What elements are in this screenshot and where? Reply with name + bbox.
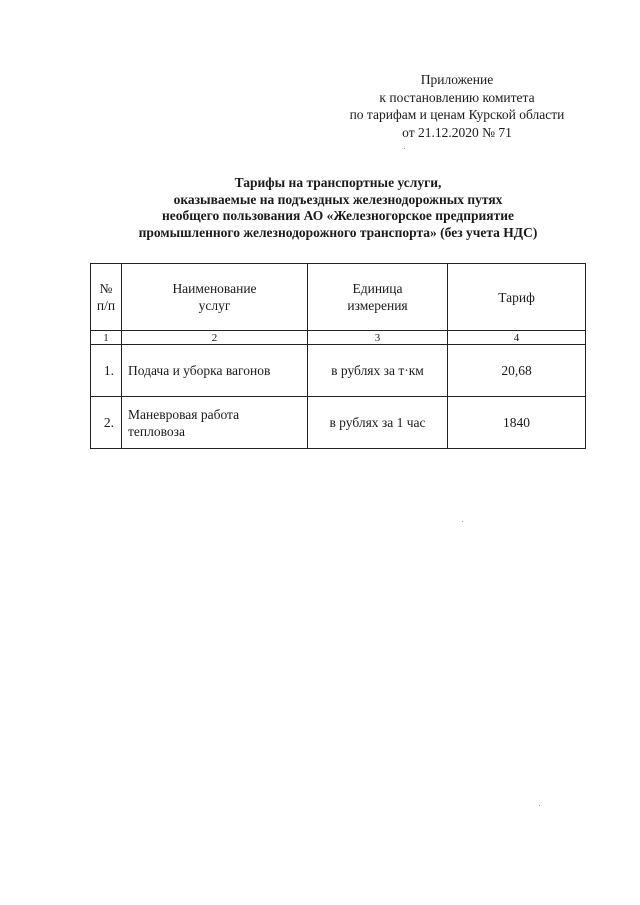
service-name: Маневровая работа тепловоза <box>122 397 308 449</box>
scan-speck <box>539 805 540 806</box>
title-line-1: Тарифы на транспортные услуги, <box>234 175 442 190</box>
unit-cell: в рублях за 1 час <box>308 397 448 449</box>
table-row <box>91 397 586 449</box>
scan-speck <box>404 148 405 149</box>
header-number: № п/п <box>91 264 122 331</box>
header-unit: Единица измерения <box>308 264 448 331</box>
title-line-3: необщего пользования АО «Железногорское предприятие <box>161 208 514 223</box>
tariff-value: 20,68 <box>448 345 586 397</box>
column-number: 4 <box>448 331 586 345</box>
row-number: 1. <box>91 345 122 397</box>
header-service: Наименование услуг <box>122 264 308 331</box>
appendix-line-4: от 21.12.2020 № 71 <box>402 124 512 140</box>
column-number: 2 <box>122 331 308 345</box>
row-number: 2. <box>91 397 122 449</box>
appendix-line-1: Приложение <box>420 72 494 87</box>
table-header-row <box>91 264 586 331</box>
column-number: 3 <box>308 331 448 345</box>
column-number: 1 <box>91 331 122 345</box>
appendix-header <box>300 71 614 141</box>
unit-cell: в рублях за т·км <box>308 345 448 397</box>
table-row <box>91 345 586 397</box>
appendix-line-2: к постановлению комитета <box>379 89 535 105</box>
tariff-value: 1840 <box>448 397 586 449</box>
document-title <box>90 175 586 241</box>
column-numbers-row <box>91 331 586 345</box>
tariffs-table <box>90 263 586 449</box>
appendix-line-3: по тарифам и ценам Курской области <box>349 107 565 122</box>
scan-speck <box>462 521 463 522</box>
header-tariff: Тариф <box>448 264 586 331</box>
title-line-2: оказываемые на подъездных железнодорожных путях <box>173 191 503 207</box>
service-name: Подача и уборка вагонов <box>122 345 308 397</box>
title-line-4: промышленного железнодорожного транспорта» (без учета НДС) <box>138 224 538 240</box>
